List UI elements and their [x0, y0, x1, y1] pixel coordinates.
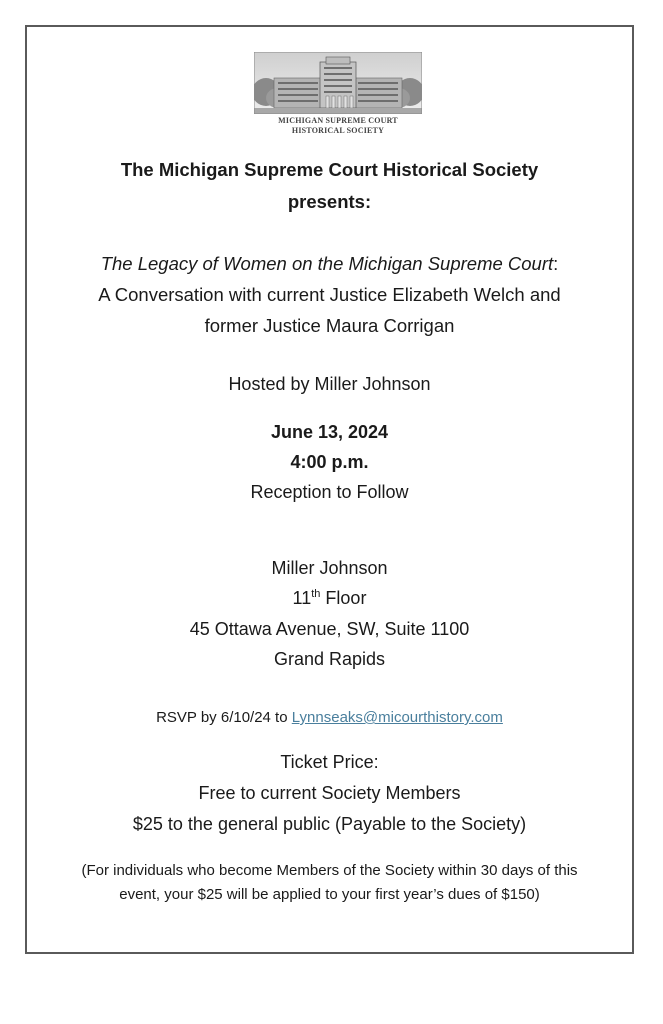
organization-name: The Michigan Supreme Court Historical Society	[120, 159, 539, 180]
event-date: June 13, 2024	[270, 422, 389, 442]
event-subtitle-line1: A Conversation with current Justice Elizabeth Welch and	[98, 284, 561, 305]
venue-floor	[27, 588, 632, 609]
event-title-colon: :	[553, 253, 559, 274]
ticket-heading: Ticket Price:	[280, 752, 379, 772]
venue-floor-number: 11	[292, 588, 312, 608]
venue-name: Miller Johnson	[271, 558, 388, 578]
presents-text: presents:	[287, 191, 372, 212]
event-subtitle-line2: former Justice Maura Corrigan	[204, 315, 455, 336]
event-time: 4:00 p.m.	[290, 452, 369, 472]
event-title	[27, 253, 632, 275]
ticket-members: Free to current Society Members	[198, 783, 461, 803]
rsvp-prefix: RSVP by 6/10/24 to	[156, 709, 292, 726]
rsvp-line	[27, 709, 632, 726]
membership-note-line1: (For individuals who become Members of the Society within 30 days of this	[81, 862, 578, 879]
venue-address: 45 Ottawa Avenue, SW, Suite 1100	[189, 619, 470, 639]
venue-city: Grand Rapids	[273, 649, 386, 669]
rsvp-email-link[interactable]: Lynnseaks@micourthistory.com	[291, 709, 503, 726]
ticket-public: $25 to the general public (Payable to the Society)	[132, 814, 527, 834]
event-title-italic: The Legacy of Women on the Michigan Supreme Court	[100, 253, 554, 274]
venue-floor-word: Floor	[320, 588, 367, 608]
membership-note-line2: event, your $25 will be applied to your first year’s dues of $150)	[119, 886, 540, 903]
courthouse-illustration	[254, 52, 422, 114]
hosted-by: Hosted by Miller Johnson	[228, 374, 431, 394]
venue-floor-suffix: th	[311, 588, 321, 600]
logo-caption-line1: MICHIGAN SUPREME COURT	[278, 116, 398, 125]
reception-note: Reception to Follow	[250, 482, 409, 502]
logo-caption-line2: HISTORICAL SOCIETY	[291, 126, 385, 135]
court-logo	[254, 52, 422, 140]
